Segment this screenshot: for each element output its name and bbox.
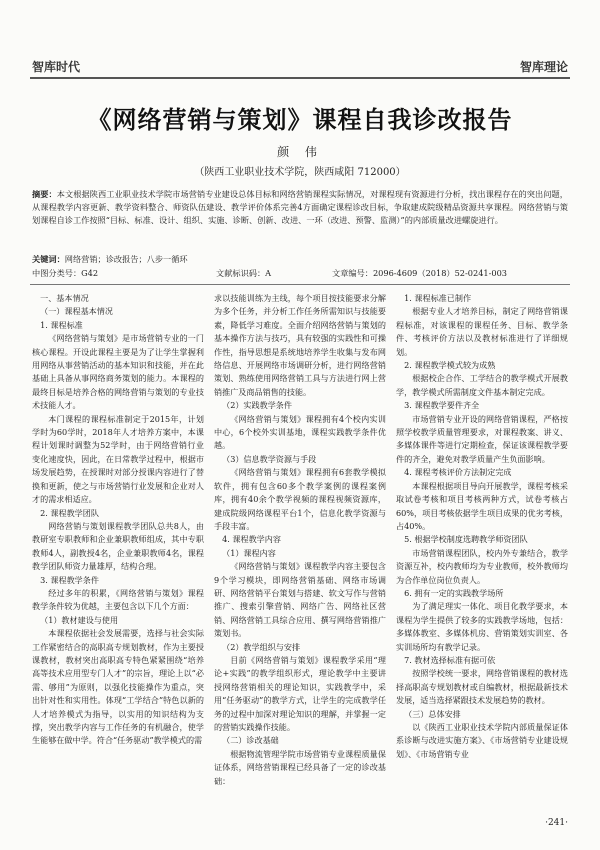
subsection-heading: （三）总体安排 [404, 708, 461, 719]
paragraph: 市场营销专业开设的网络营销课程，严格按照学校教学质量管理要求，对课程教案、讲义、多媒体课件等进行定期检查，保证该课程教学要件的齐全，避免对教学质量产生负面影响。 [396, 413, 568, 464]
item-heading: 1. 课程标准 [40, 319, 83, 330]
header-divider [30, 77, 570, 79]
keywords [32, 254, 568, 265]
item-heading: 2. 课程教学团队 [40, 507, 99, 518]
item-heading: 3. 课程教学要件齐全 [404, 400, 480, 411]
paragraph: 网络营销与策划课程教学团队总共8人，由教研室专职教师和企业兼职教师组成，其中专职教师4人，副教授4名，企业兼职教师4名，课程教学团队师资力量雄厚，结构合理。 [32, 520, 204, 572]
paragraph: 根据物流管理学院市场营销专业课程质量保证体系，网络营销课程已经具备了一定的诊改基础： [214, 748, 386, 786]
item-heading: （3）信息教学资源与手段 [222, 453, 317, 464]
paragraph: 求以技能训练为主线，每个项目按技能要求分解为多个任务，并分析工作任务所需知识与技能要素，降低学习难度。全面介绍网络营销与策划的基本操作方法与技巧，具有较强的实践性和可操作性，指导思想是系统地培养学生收集与发布网络信息、开展网络市场调研分析，进行网络营销策划、熟练使用网络营销工具与方法进行网上营销推广及商品销售的技能。 [214, 293, 386, 397]
paragraph: 本课程根据项目导向开展教学，课程考核采取试卷考核和项目考核两种方式，试卷考核占60%，项目考核依据学生项目成果的优劣考核，占40%。 [396, 480, 568, 531]
paragraph: 根据校企合作、工学结合的教学模式开展教学，教学模式所需制度文件基本制定完成。 [396, 373, 568, 397]
running-header-left: 智库时代 [32, 60, 81, 74]
item-heading: 6. 拥有一定的实践教学场所 [404, 587, 504, 598]
item-heading: （2）教学组织与安排 [222, 641, 301, 652]
paragraph: 本课程依据社会发展需要，选择与社会实际工作紧密结合的高职高专规划教材，作为主要授课教材，教材突出高职高专特色紧紧围绕“培养高等技术应用型专门人才”的宗旨，理论上以“必需、够用”为原则，以强化技能操作为重点，突出针对性和实用性。体现“工学结合”特色以新的人才培养模式为指导，以实用的知识结构为支撑，突出教学内容与工作任务的有机融合，使学生能够在做中学。符合“任务驱动”教学模式的需 [32, 628, 204, 746]
item-heading: （1）课程内容 [222, 547, 276, 558]
paragraph: 市场营销课程团队，校内外专兼结合，教学资源互补，校内教师均为专业教师，校外教师均为合作单位岗位负责人。 [396, 547, 568, 585]
clc-number: 中图分类号：G42 [32, 268, 99, 278]
paragraph: 《网络营销与策划》是市场营销专业的一门核心课程。开设此课程主要是为了让学生掌握利用网络从事营销活动的基本知识和技能，并在此基础上具备从事网络商务策划的能力。本课程的最终目标是培养合格的网络营销与策划的专业技术技能人才。 [32, 333, 204, 411]
paragraph: 按照学校统一要求，网络营销课程的教材选择高职高专规划教材或自编教材，根据最新技术发展，适当选择紧跟技术发展趋势的教材。 [396, 668, 568, 706]
abstract [32, 188, 568, 227]
body-column-2 [214, 292, 386, 788]
item-heading: 4. 课程考核评价方法制定完成 [404, 467, 512, 478]
keywords-label: 关键词： [32, 254, 65, 264]
meta-divider [30, 284, 570, 285]
paragraph: 经过多年的积累，《网络营销与策划》课程教学条件较为优越，主要包含以下几个方面： [32, 587, 204, 612]
item-heading: 4. 课程教学内容 [222, 534, 281, 545]
paragraph: 以《陕西工业职业技术学院内部质量保证体系诊断与改进实施方案》、《市场营销专业建设规划》、《市场营销专业 [396, 722, 568, 759]
subsection-heading: （一）课程基本情况 [40, 306, 113, 317]
paragraph: 《网络营销与策划》课程拥有6套教学模拟软件，拥有包含60多个教学案例的课程案例库，拥有40余个教学视频的课程视频资源库，建成院级网络课程平台1个，信息化教学资源与手段丰富。 [214, 467, 386, 531]
item-heading: 3. 课程教学条件 [40, 574, 99, 585]
running-header-right: 智库理论 [519, 60, 568, 74]
item-heading: （1）教材建设与使用 [40, 614, 119, 625]
item-heading: 2. 课程教学模式较为成熟 [404, 360, 496, 371]
article-number: 文章编号：2096-4609（2018）52-0241-003 [332, 268, 508, 278]
body-column-1 [32, 292, 204, 748]
subsection-heading: （二）诊改基础 [222, 735, 279, 746]
paragraph: 《网络营销与策划》课程教学内容主要包含9个学习模块，即网络营销基础、网络市场调研、网络营销平台策划与搭建、软文写作与营销推广、搜索引擎营销、网络广告、网络社区营销、网络营销工具综合应用、撰写网络营销推广策划书。 [214, 561, 386, 639]
abstract-text: 本文根据陕西工业职业技术学院市场营销专业建设总体目标和网络营销课程实际情况，对课程现有资源进行分析，找出课程存在的突出问题，从课程教学内容更新、教学资料整合、师资队伍建设、教学评价体系完善4方面确定课程诊改目标，争取建成院级精品资源共享课程。网络营销与策划课程自诊工作按照“目标、标准、设计、组织、实施、诊断、创新、改进、一环（改进、预警、监测）”的内部质量改进螺旋进行。 [32, 189, 568, 225]
item-heading: 1. 课程标准已制作 [404, 293, 472, 303]
paragraph: 为了满足理实一体化、项目化教学要求，本课程为学生提供了较多的实践教学场地，包括：多媒体教室、多媒体机房、营销策划实训室、各实训场所均有教学记录。 [396, 601, 568, 652]
article-title: 《网络营销与策划》课程自我诊改报告 [87, 106, 513, 134]
author-affiliation: （陕西工业职业技术学院，陕西咸阳 712000） [194, 167, 406, 178]
document-code: 文献标识码：A [216, 268, 272, 278]
item-heading: 5. 根据学校制度选聘教学师资团队 [404, 534, 528, 545]
paragraph: 本门课程的课程标准制定于2015年，计划学时为60学时，2018年人才培养方案中，本课程计划课时调整为52学时，由于网络营销行业变化速度快，因此，在日常教学过程中，根据市场发展趋势，在授课时对部分授课内容进行了替换和更新，使之与市场营销行业发展和企业对人才的需求相适应。 [32, 413, 204, 505]
item-heading: 7. 教材选择标准有据可依 [404, 654, 496, 665]
page-number: ·241· [545, 818, 568, 828]
author-name: 颜 伟 [277, 145, 323, 159]
item-heading: （2）实践教学条件 [222, 400, 292, 411]
section-heading: 一、基本情况 [40, 293, 89, 303]
paragraph: 目前《网络营销与策划》课程教学采用“理论+实践”的教学组织形式，理论教学中主要讲授网络营销相关的理论知识，实践教学中，采用“任务驱动”的教学方式，让学生的完成教学任务的过程中加深对理论知识的理解，并掌握一定的营销实践操作技能。 [214, 654, 386, 732]
paragraph: 《网络营销与策划》课程拥有4个校内实训中心，6个校外实训基地，课程实践教学条件优越。 [214, 413, 386, 451]
body-column-3 [396, 292, 568, 761]
abstract-label: 摘要： [32, 189, 57, 199]
paragraph: 根据专业人才培养目标，制定了网络营销课程标准，对该课程的课程任务、目标、教学条件、考核评价方法以及教材标准进行了详细规划。 [396, 306, 568, 357]
keywords-text: 网络营销；诊改报告；八步一循环 [64, 254, 188, 264]
